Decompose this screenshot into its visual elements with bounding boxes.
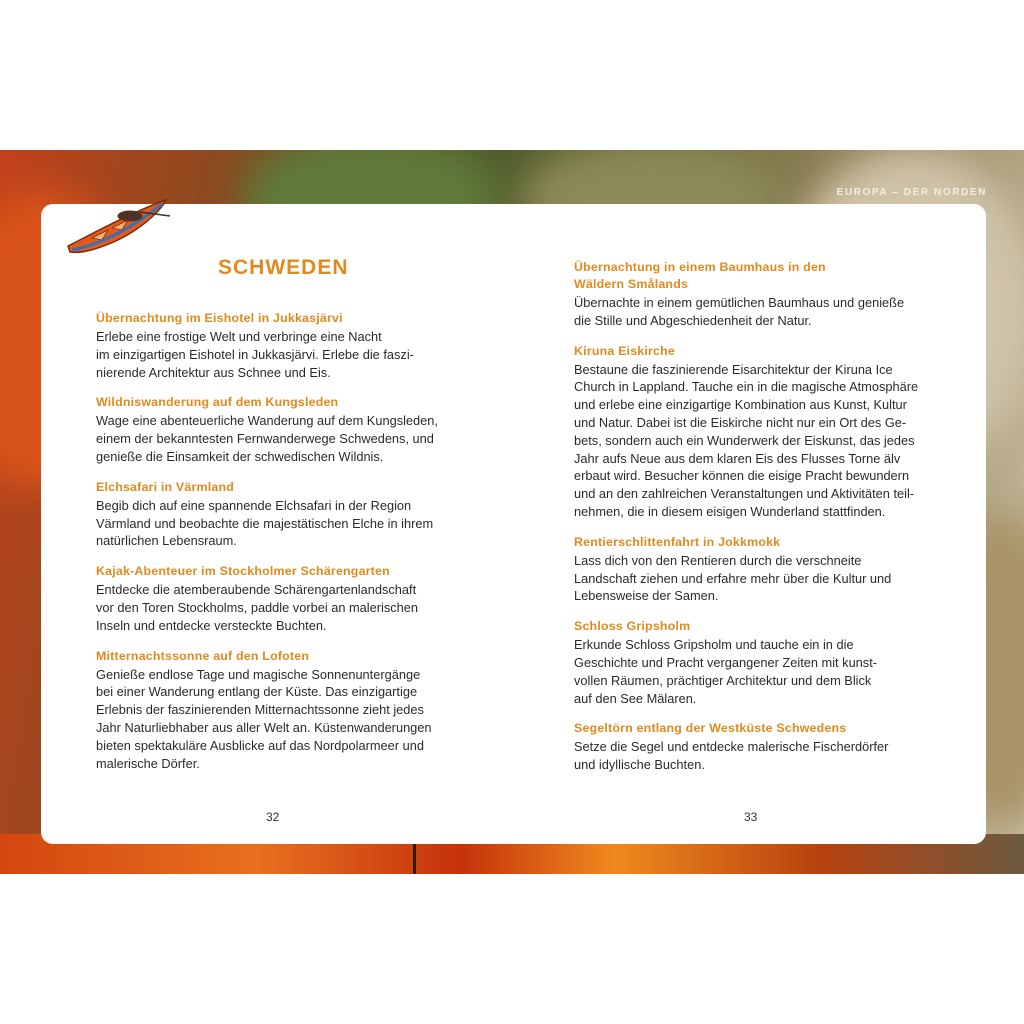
activity-text: Wage eine abenteuerliche Wanderung auf dem Kungsleden, einem der bekanntesten Fernwanderwege Schwedens, und genieße die Einsamkeit der schwedischen Wildnis.: [96, 413, 438, 464]
activity-heading: Rentierschlittenfahrt in Jokkmokk: [574, 534, 781, 549]
activity-item: [96, 310, 456, 381]
activity-heading: Schloss Gripsholm: [574, 619, 691, 634]
activity-item: [574, 534, 934, 605]
activity-item: [574, 343, 934, 521]
activity-text: Setze die Segel und entdecke malerische Fischerdörfer und idyllische Buchten.: [574, 739, 889, 773]
activity-text: Entdecke die atemberaubende Schärengartenlandschaft vor den Toren Stockholms, paddle vorbei an malerischen Inseln und entdecke versteckte Buchten.: [96, 582, 418, 633]
activity-text: Begib dich auf eine spannende Elchsafari in der Region Värmland und beobachte die majestätischen Elche in ihrem natürlichen Lebensraum.: [96, 497, 434, 549]
activity-heading: Übernachtung in einem Baumhaus in den Wäldern Smålands: [574, 260, 826, 291]
left-column: [96, 310, 456, 785]
activity-text: Erkunde Schloss Gripsholm und tauche ein in die Geschichte und Pracht vergangener Zeiten mit kunst- vollen Räumen, prächtiger Architektur und dem Blick auf den See Mälaren.: [574, 637, 878, 706]
activity-item: [574, 720, 934, 774]
activity-item: [96, 479, 456, 550]
activity-text: Übernachte in einem gemütlichen Baumhaus und genieße die Stille und Abgeschiedenheit der Natur.: [574, 295, 905, 328]
activity-item: [96, 394, 456, 465]
activity-heading: Segeltörn entlang der Westküste Schwedens: [574, 721, 847, 736]
activity-item: [574, 618, 934, 707]
activity-heading: Übernachtung im Eishotel in Jukkasjärvi: [96, 311, 343, 325]
activity-heading: Kiruna Eiskirche: [574, 343, 675, 358]
activity-heading: Mitternachtssonne auf den Lofoten: [96, 648, 310, 663]
running-head: EUROPA – DER NORDEN: [836, 187, 987, 198]
activity-text: Genieße endlose Tage und magische Sonnenuntergänge bei einer Wanderung entlang der Küste. Das einzigartige Erlebnis der faszinierenden Mitternachtssonne zieht jedes Jahr Naturliebhaber aus aller Welt an. Küstenwanderungen bieten spektakuläre Ausblicke auf das Nordpolarmeer und malerische Dörfer.: [96, 666, 432, 771]
activity-heading: Wildniswanderung auf dem Kungsleden: [96, 395, 339, 410]
activity-item: [96, 648, 456, 773]
activity-text: Lass dich von den Rentieren durch die verschneite Landschaft ziehen und erfahre mehr über die Kultur und Lebensweise der Samen.: [574, 552, 892, 604]
activity-item: [96, 563, 456, 634]
page-title: SCHWEDEN: [218, 256, 349, 279]
page-number-right: 33: [744, 810, 758, 824]
right-column: [574, 259, 934, 787]
book-spine: [413, 840, 416, 874]
activity-item: [574, 259, 934, 330]
kayak-illustration: [62, 194, 174, 264]
activity-text: Bestaune die faszinierende Eisarchitektur der Kiruna Ice Church in Lappland. Tauche ein in die magische Atmosphäre und erlebe eine einzigartige Kombination aus Kunst, Kultur und Natur. Dabei ist die Eiskirche nicht nur ein Ort des Ge- bets, sondern auch ein Wunderwerk der Eiskunst, das jedes Jahr aufs Neue aus dem klaren Eis des Flusses Torne älv erbaut wird. Besucher können die eisige Pracht bewundern und an den zahlreichen Veranstaltungen und Aktivitäten teil- nehmen, die in diesem eisigen Wunderland stattfinden.: [574, 361, 919, 519]
page-number-left: 32: [266, 810, 280, 824]
activity-heading: Kajak-Abenteuer im Stockholmer Schärengarten: [96, 564, 390, 579]
activity-text: Erlebe eine frostige Welt und verbringe eine Nacht im einzigartigen Eishotel in Jukkasjärvi. Erlebe die faszi- nierende Architektur aus Schnee und Eis.: [96, 329, 414, 380]
activity-heading: Elchsafari in Värmland: [96, 479, 234, 494]
